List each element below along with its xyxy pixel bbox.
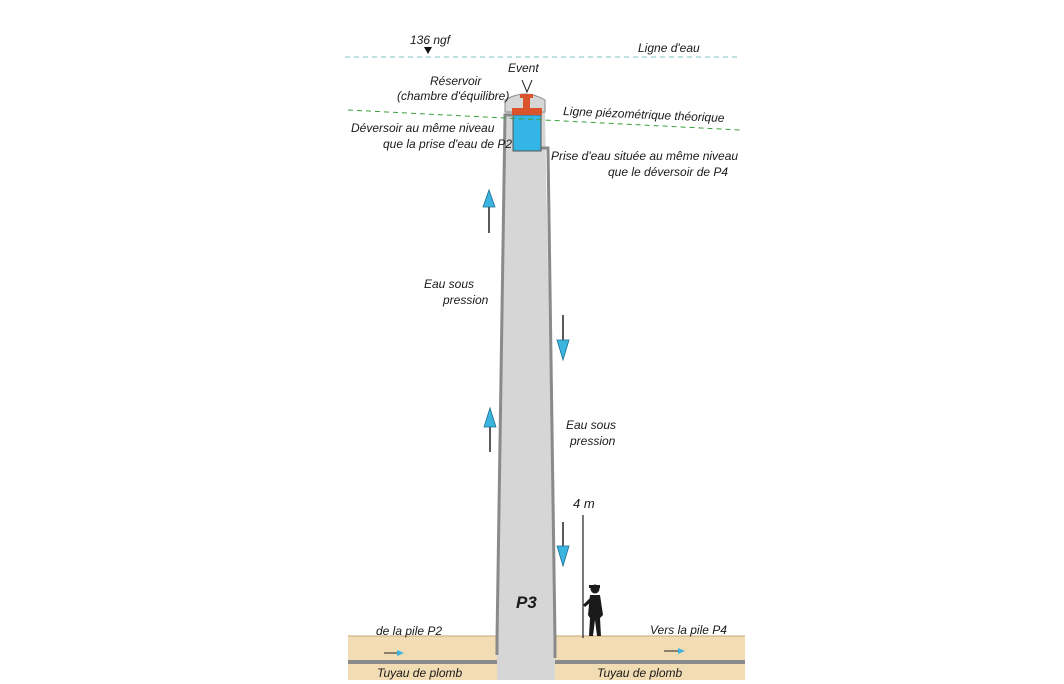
pressure-right-label-1: Eau sous <box>566 418 617 432</box>
weir-label-1: Déversoir au même niveau <box>351 121 495 135</box>
vent-top <box>520 94 533 98</box>
intake-label-1: Prise d'eau située au même niveau <box>551 149 739 163</box>
to-pier-label: Vers la pile P4 <box>650 623 727 637</box>
pipe-right-label: Tuyau de plomb <box>597 666 683 680</box>
vent-arrow-icon <box>522 80 532 92</box>
reservoir-label-2: (chambre d'équilibre) <box>397 89 510 103</box>
level-label: 136 ngf <box>410 33 451 47</box>
height-label: 4 m <box>573 496 595 511</box>
water-line-label: Ligne d'eau <box>638 41 700 55</box>
pipe-right <box>555 660 745 664</box>
vent-label: Event <box>508 61 539 75</box>
intake-label-2: que le déversoir de P4 <box>608 165 729 179</box>
arrow-up-icon <box>484 408 496 452</box>
triangle-down-icon <box>424 47 432 54</box>
pipe-left <box>348 660 498 664</box>
arrow-up-icon <box>483 190 495 233</box>
pier-label: P3 <box>516 593 537 612</box>
pressure-left-label-2: pression <box>443 293 489 307</box>
arrow-down-icon <box>557 522 569 566</box>
vent-stem <box>523 97 530 109</box>
pipe-left-label: Tuyau de plomb <box>377 666 463 680</box>
pressure-left-label-1: Eau sous <box>424 277 475 291</box>
ground-left <box>348 636 498 662</box>
piezometric-label: Ligne piézométrique théorique <box>562 104 725 126</box>
from-pier-label: de la pile P2 <box>376 624 443 638</box>
reservoir-water <box>513 115 541 151</box>
weir-label-2: que la prise d'eau de P2 <box>383 137 513 151</box>
pressure-right-label-2: pression <box>570 434 616 448</box>
ground-right <box>555 636 745 662</box>
person-silhouette-icon <box>583 585 603 637</box>
reservoir-label-1: Réservoir <box>430 74 482 88</box>
arrow-down-icon <box>557 315 569 360</box>
vent-cap <box>512 108 542 115</box>
